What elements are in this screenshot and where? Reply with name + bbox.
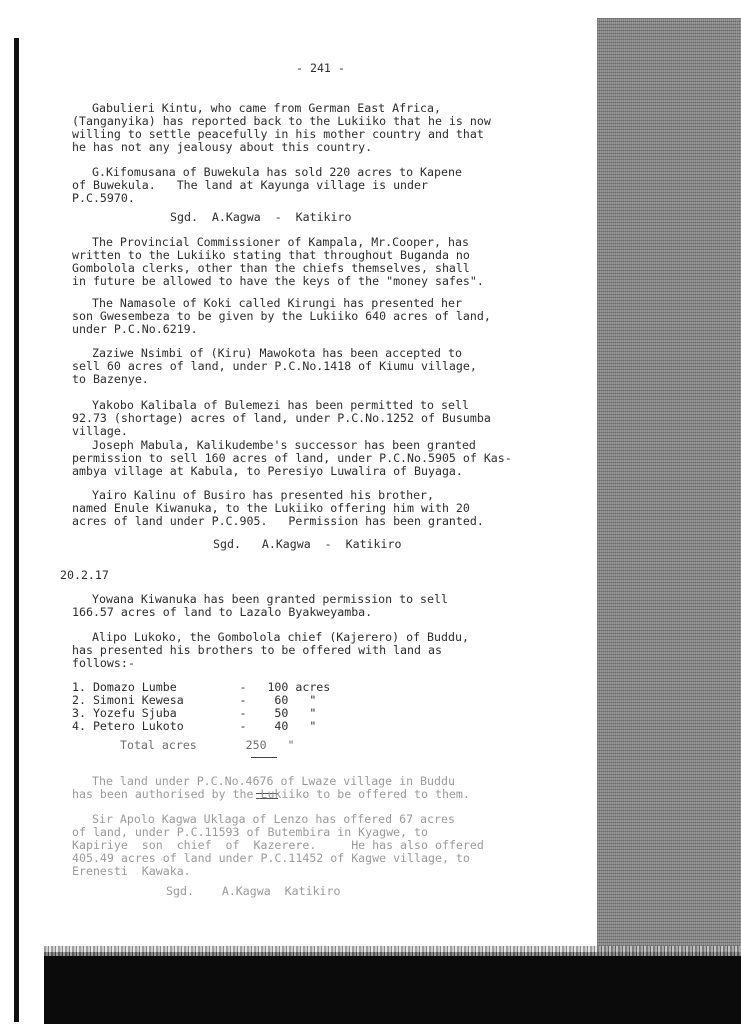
- text-line: permission to sell 160 acres of land, under P.C.No.5905 of Kas-: [72, 451, 512, 465]
- text-line: ambya village at Kabula, to Peresiyo Luwalira of Buyaga.: [72, 464, 463, 478]
- total-line: Total acres 250 ": [120, 738, 295, 752]
- text-line: Yowana Kiwanuka has been granted permission to sell: [92, 592, 448, 606]
- text-line: Alipo Lukoko, the Gombolola chief (Kajerero) of Buddu,: [92, 630, 469, 644]
- text-line: in future be allowed to have the keys of the "money safes".: [72, 274, 484, 288]
- text-line: to Bazenye.: [72, 372, 149, 386]
- text-line: sell 60 acres of land, under P.C.No.1418 of Kiumu village,: [72, 359, 477, 373]
- text-line: of Buwekula. The land at Kayunga village is under: [72, 178, 428, 192]
- text-line: Kapiriye son chief of Kazerere. He has also offered: [72, 838, 484, 852]
- text-line: acres of land under P.C.905. Permission has been granted.: [72, 514, 484, 528]
- text-line: Erenesti Kawaka.: [72, 864, 191, 878]
- text-line: Gombolola clerks, other than the chiefs themselves, shall: [72, 261, 470, 275]
- text-line: Sir Apolo Kagwa Uklaga of Lenzo has offered 67 acres: [92, 812, 455, 826]
- total-underline: [251, 757, 277, 758]
- text-line: (Tanganyika) has reported back to the Lukiiko that he is now: [72, 114, 491, 128]
- text-line: Gabulieri Kintu, who came from German East Africa,: [92, 101, 442, 115]
- text-line: written to the Lukiiko stating that throughout Buganda no: [72, 248, 470, 262]
- list-item: 2. Simoni Kewesa - 60 ": [72, 693, 317, 707]
- text-line: Joseph Mabula, Kalikudembe's successor has been granted: [92, 438, 476, 452]
- text-line: has presented his brothers to be offered with land as: [72, 643, 442, 657]
- text-line: son Gwesembeza to be given by the Lukiiko 640 acres of land,: [72, 309, 491, 323]
- text-line: under P.C.No.6219.: [72, 322, 198, 336]
- text-line: The Namasole of Koki called Kirungi has presented her: [92, 296, 462, 310]
- text-line: The land under P.C.No.4676 of Lwaze village in Buddu: [92, 774, 455, 788]
- text-line: Yairo Kalinu of Busiro has presented his brother,: [92, 488, 435, 502]
- text-line: he has not any jealousy about this country.: [72, 140, 373, 154]
- text-line: named Enule Kiwanuka, to the Lukiiko offering him with 20: [72, 501, 470, 515]
- signature-line: Sgd. A.Kagwa - Katikiro: [170, 210, 352, 224]
- text-line: The Provincial Commissioner of Kampala, Mr.Cooper, has: [92, 235, 469, 249]
- signature-line: Sgd. A.Kagwa - Katikiro: [213, 537, 402, 551]
- signature-line: Sgd. A.Kagwa Katikiro: [166, 884, 341, 898]
- text-line: of land, under P.C.11593 of Butembira in Kyagwe, to: [72, 825, 428, 839]
- text-line: village.: [72, 424, 128, 438]
- document-page: [20, 38, 597, 948]
- text-line: has been authorised by the Lukiiko to be offered to them.: [72, 787, 470, 801]
- text-line: 166.57 acres of land to Lazalo Byakweyamba.: [72, 605, 373, 619]
- text-line: P.C.5970.: [72, 191, 135, 205]
- text-line: Yakobo Kalibala of Bulemezi has been permitted to sell: [92, 398, 469, 412]
- text-line: G.Kifomusana of Buwekula has sold 220 acres to Kapene: [92, 165, 462, 179]
- list-item: 3. Yozefu Sjuba - 50 ": [72, 706, 317, 720]
- date-line: 20.2.17: [60, 568, 109, 582]
- text-line: Zaziwe Nsimbi of (Kiru) Mawokota has been accepted to: [92, 346, 462, 360]
- list-item: 1. Domazo Lumbe - 100 acres: [72, 680, 331, 694]
- text-line: willing to settle peacefully in his mother country and that: [72, 127, 484, 141]
- scan-black-bottom-edge: [44, 952, 741, 1024]
- scan-gray-margin: [597, 18, 741, 958]
- text-line: 405.49 acres of land under P.C.11452 of Kagwe village, to: [72, 851, 470, 865]
- page-number: - 241 -: [296, 61, 345, 75]
- scan-black-left-edge: [14, 38, 19, 1022]
- text-line: follows:-: [72, 656, 135, 670]
- list-item: 4. Petero Lukoto - 40 ": [72, 719, 317, 733]
- text-line: 92.73 (shortage) acres of land, under P.C.No.1252 of Busumba: [72, 411, 491, 425]
